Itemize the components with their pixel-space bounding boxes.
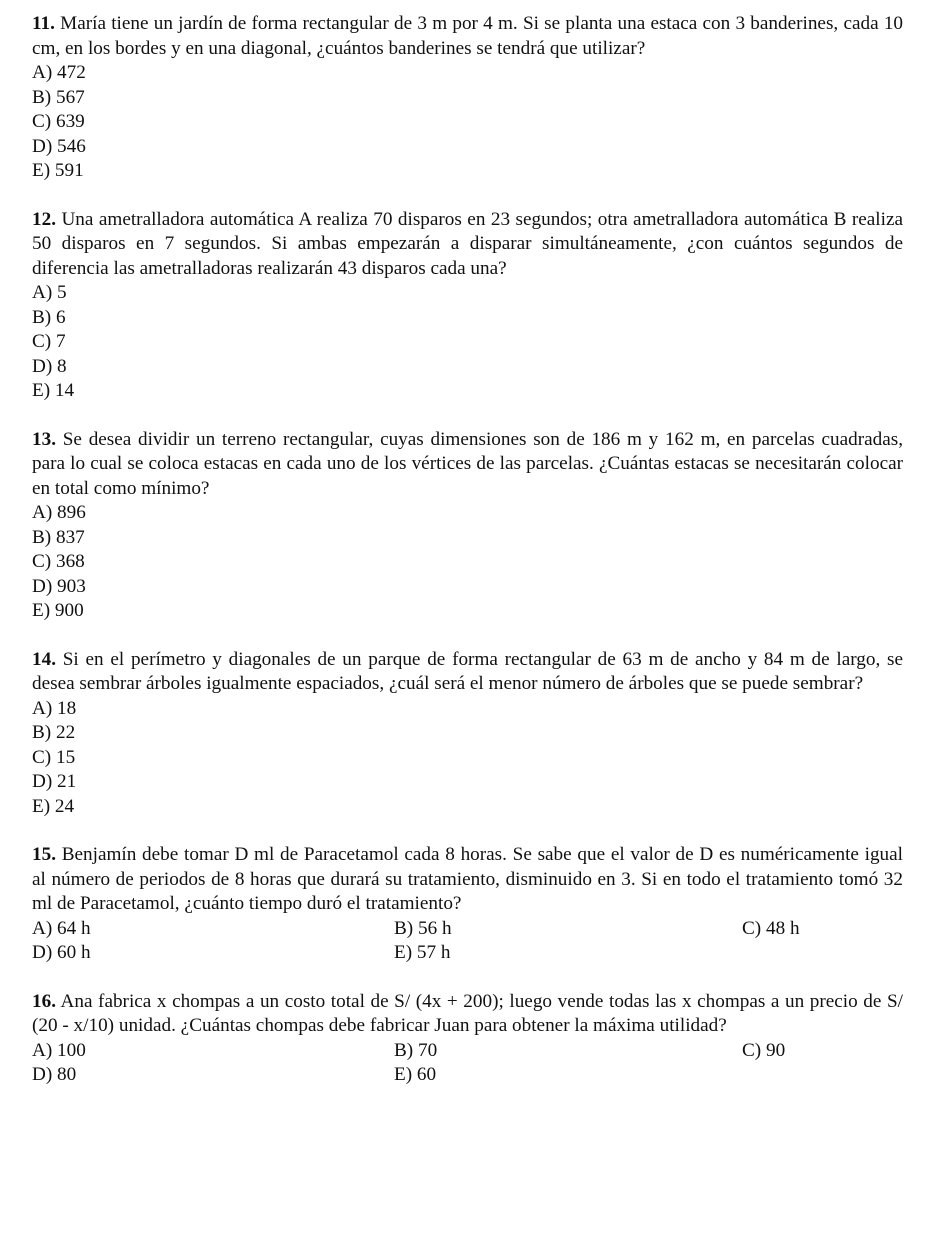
problem-15-text: Benjamín debe tomar D ml de Paracetamol cada 8 horas. Se sabe que el valor de D es numéricamente igual al número de periodos de 8 horas que durará su tratamiento, disminuido en 3. Si en todo el tratamiento tomó 32 ml de Paracetamol, ¿cuánto tiempo duró el tratamiento? bbox=[32, 844, 904, 914]
option-c: C) 368 bbox=[32, 551, 85, 572]
problem-13-options bbox=[32, 501, 903, 624]
option-d: D) 21 bbox=[32, 771, 77, 792]
problem-12-options bbox=[32, 281, 903, 404]
option-d: D) 546 bbox=[32, 135, 86, 157]
problem-13-statement bbox=[32, 428, 903, 502]
option-e: E) 24 bbox=[32, 795, 75, 817]
problem-15-options bbox=[32, 917, 903, 966]
problem-12 bbox=[32, 208, 903, 404]
problem-16-text: Ana fabrica x chompas a un costo total de S/ (4x + 200); luego vende todas las x chompas a un precio de S/ (20 - x/10) unidad. ¿Cuántas chompas debe fabricar Juan para obtener la máxima utilidad? bbox=[32, 990, 903, 1036]
problem-14-text: Si en el perímetro y diagonales de un parque de forma rectangular de 63 m de ancho y 84 m de largo, se desea sembrar árboles igualmente espaciados, ¿cuál será el menor número de árboles que se puede sembrar? bbox=[32, 648, 904, 694]
problem-16 bbox=[32, 990, 903, 1088]
option-a: A) 472 bbox=[32, 62, 86, 83]
option-e: E) 591 bbox=[32, 160, 84, 181]
option-e: E) 14 bbox=[32, 380, 75, 401]
problem-16-options bbox=[32, 1039, 903, 1088]
option-d: D) 903 bbox=[32, 575, 86, 597]
problem-12-text: Una ametralladora automática A realiza 70 disparos en 23 segundos; otra ametralladora automática B realiza 50 disparos en 7 segundos. Si ambas empezarán a disparar simultáneamente, ¿con cuántos segundos de diferencia las ametralladoras realizarán 43 disparos cada una? bbox=[32, 208, 903, 279]
option-c: C) 48 h bbox=[742, 917, 800, 939]
option-d: D) 8 bbox=[32, 355, 67, 377]
problem-15-number: 15. bbox=[32, 844, 56, 865]
problem-15 bbox=[32, 843, 903, 966]
problem-11-statement bbox=[32, 12, 903, 61]
problem-11 bbox=[32, 12, 903, 184]
option-e: E) 57 h bbox=[394, 942, 451, 963]
option-a: A) 5 bbox=[32, 282, 67, 303]
option-c: C) 7 bbox=[32, 331, 66, 352]
option-d: D) 80 bbox=[32, 1064, 77, 1085]
option-e: E) 60 bbox=[394, 1064, 437, 1085]
problem-14-options bbox=[32, 697, 903, 820]
option-e: E) 900 bbox=[32, 600, 84, 621]
problem-13-number: 13. bbox=[32, 428, 56, 450]
option-b: B) 6 bbox=[32, 306, 66, 328]
option-a: A) 896 bbox=[32, 502, 86, 523]
problem-11-text: María tiene un jardín de forma rectangular de 3 m por 4 m. Si se planta una estaca con 3 banderines, cada 10 cm, en los bordes y en una diagonal, ¿cuántos banderines se tendrá que utilizar? bbox=[32, 13, 904, 59]
option-b: B) 56 h bbox=[394, 917, 452, 939]
problem-13-text: Se desea dividir un terreno rectangular, cuyas dimensiones son de 186 m y 162 m, en parcelas cuadradas, para lo cual se coloca estacas en cada uno de los vértices de las parcelas. ¿Cuántas estacas se necesitarán colocar en total como mínimo? bbox=[32, 428, 904, 499]
problem-15-statement bbox=[32, 843, 903, 917]
option-a: A) 100 bbox=[32, 1039, 86, 1061]
problem-11-number: 11. bbox=[32, 13, 55, 34]
option-c: C) 15 bbox=[32, 746, 76, 768]
option-b: B) 70 bbox=[394, 1039, 438, 1061]
problem-14 bbox=[32, 648, 903, 820]
problem-16-statement bbox=[32, 990, 903, 1039]
option-c: C) 639 bbox=[32, 111, 85, 132]
problem-14-number: 14. bbox=[32, 648, 56, 670]
problem-16-number: 16. bbox=[32, 990, 56, 1012]
option-b: B) 837 bbox=[32, 526, 85, 548]
option-a: A) 64 h bbox=[32, 917, 91, 939]
problem-13 bbox=[32, 428, 903, 624]
option-c: C) 90 bbox=[742, 1039, 786, 1061]
problem-14-statement bbox=[32, 648, 903, 697]
option-b: B) 22 bbox=[32, 722, 76, 743]
problem-12-number: 12. bbox=[32, 208, 56, 230]
problem-12-statement bbox=[32, 208, 903, 282]
option-d: D) 60 h bbox=[32, 942, 91, 963]
option-b: B) 567 bbox=[32, 86, 85, 108]
problem-11-options bbox=[32, 61, 903, 184]
option-a: A) 18 bbox=[32, 697, 77, 719]
